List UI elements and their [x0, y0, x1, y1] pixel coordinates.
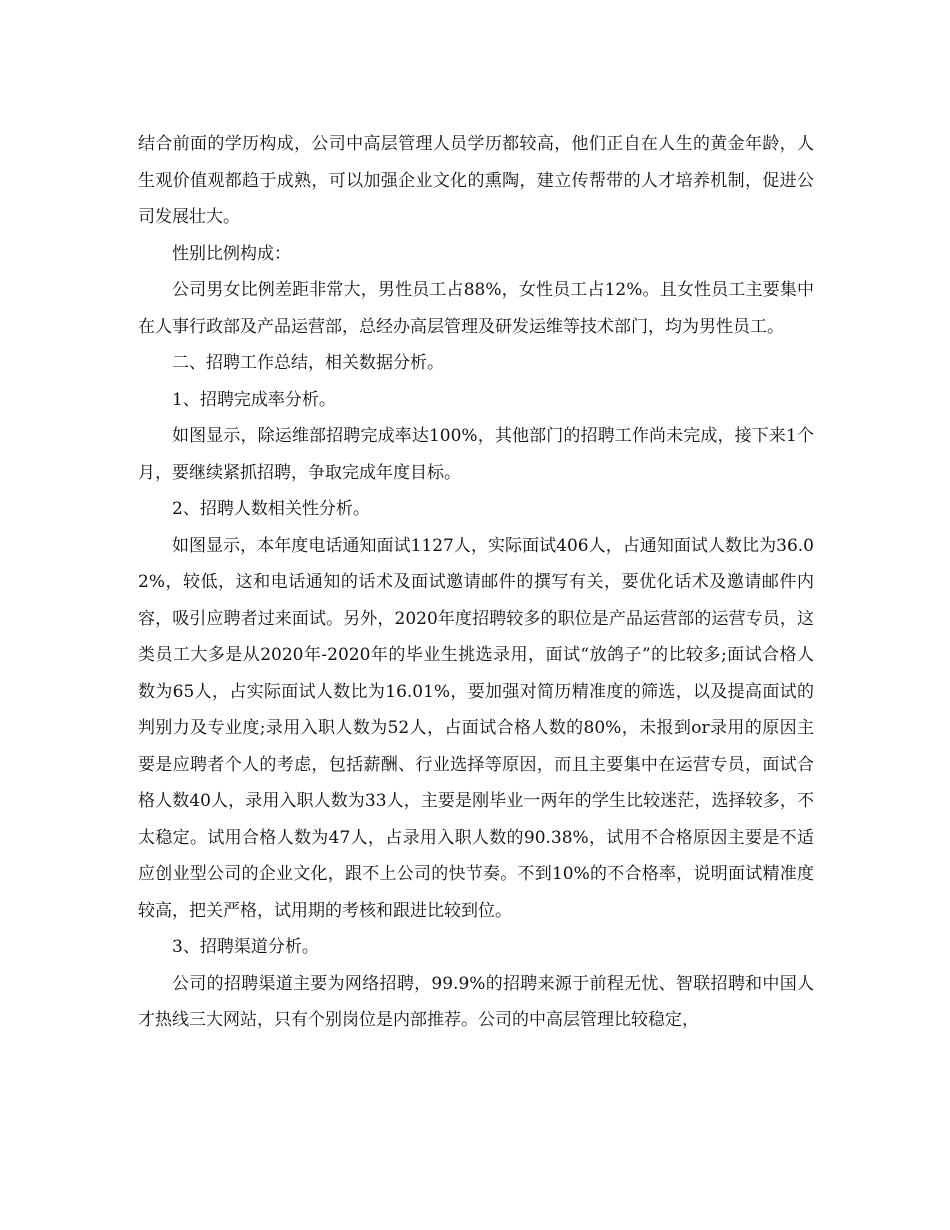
document-page [138, 126, 814, 1039]
heading-headcount-correlation: 2、招聘人数相关性分析。 [172, 499, 370, 519]
paragraph-channel-analysis: 公司的招聘渠道主要为网络招聘，99.9%的招聘来源于前程无忧、智联招聘和中国人才热线三大网站，只有个别岗位是内部推荐。公司的中高层管理比较稳定， [138, 973, 814, 1030]
heading-gender-ratio: 性别比例构成： [172, 243, 291, 264]
paragraph-education-summary: 结合前面的学历构成，公司中高层管理人员学历都较高，他们正自在人生的黄金年龄，人生观价值观都趋于成熟，可以加强企业文化的熏陶，建立传帮带的人才培养机制，促进公司发展壮大。 [138, 134, 814, 227]
paragraph-gender-ratio: 公司男女比例差距非常大，男性员工占88%，女性员工占12%。且女性员工主要集中在人事行政部及产品运营部，总经办高层管理及研发运维等技术部门，均为男性员工。 [138, 280, 814, 337]
paragraph-completion-rate: 如图显示，除运维部招聘完成率达100%，其他部门的招聘工作尚未完成，接下来1个月，要继续紧抓招聘，争取完成年度目标。 [138, 426, 814, 483]
paragraph-headcount-correlation: 如图显示，本年度电话通知面试1127人，实际面试406人，占通知面试人数比为36.02%，较低，这和电话通知的话术及面试邀请邮件的撰写有关，要优化话术及邀请邮件内容，吸引应聘者过来面试。另外，2020年度招聘较多的职位是产品运营部的运营专员，这类员工大多是从2020年-2020年的毕业生挑选录用，面试“放鸽子”的比较多;面试合格人数为65人，占实际面试人数比为16.01%，要加强对简历精准度的筛选，以及提高面试的判别力及专业度;录用入职人数为52人，占面试合格人数的80%，未报到or录用的原因主要是应聘者个人的考虑，包括薪酬、行业选择等原因，而且主要集中在运营专员，面试合格人数40人，录用入职人数为33人，主要是刚毕业一两年的学生比较迷茫，选择较多，不太稳定。试用合格人数为47人，占录用入职人数的90.38%，试用不合格原因主要是不适应创业型公司的企业文化，跟不上公司的快节奏。不到10%的不合格率，说明面试精准度较高，把关严格，试用期的考核和跟进比较到位。 [138, 535, 814, 921]
heading-channel-analysis: 3、招聘渠道分析。 [172, 937, 319, 957]
heading-completion-rate: 1、招聘完成率分析。 [172, 389, 336, 410]
heading-recruitment-summary: 二、招聘工作总结，相关数据分析。 [172, 353, 444, 373]
